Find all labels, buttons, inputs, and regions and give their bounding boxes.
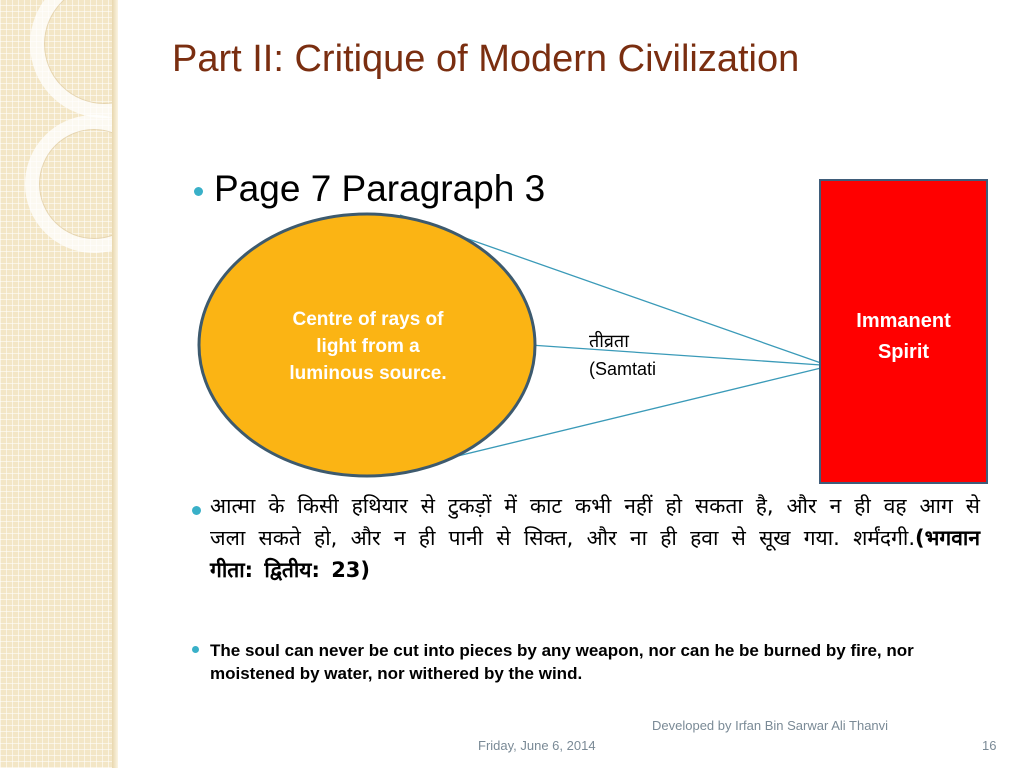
bullet-dot [192,646,199,653]
light-source-label-line: light from a [316,336,420,357]
immanent-spirit-label [819,306,988,368]
footer-date: Friday, June 6, 2014 [478,738,596,753]
light-source-label-line: Centre of rays of [292,309,444,330]
ray-label-english: (Samtati [589,359,657,379]
bullet-dot [192,506,201,515]
hindi-verse-text: आत्मा के किसी हथियार से टुकड़ों में काट कभी नहीं हो सकता है, और न ही वह आग से जला सकते हो, और न ही पानी से सिक्त, और ना ही हवा से सूख गया. शर्मंदगी. [210,494,980,550]
ray-label-hindi: तीव्रता [589,331,629,351]
light-source-label-line: luminous source. [289,363,447,384]
hindi-verse-reference: (भगवान गीता: द्वितीय: 23) [210,526,980,582]
slide-title: Part II: Critique of Modern Civilization [172,38,800,80]
footer-developer-credit: Developed by Irfan Bin Sarwar Ali Thanvi [652,718,889,733]
hindi-verse [210,490,980,586]
footer-page-number: 16 [982,738,997,753]
spirit-label-line: Immanent [856,310,951,332]
light-source-label [248,306,488,387]
spirit-label-line: Spirit [877,341,930,363]
english-verse: The soul can never be cut into pieces by any weapon, nor can he be burned by fire, nor moistened by water, nor withered by the wind. [210,641,914,683]
ray-intensity-label [589,327,656,383]
bullet-page-reference: Page 7 Paragraph 3 [214,168,546,209]
